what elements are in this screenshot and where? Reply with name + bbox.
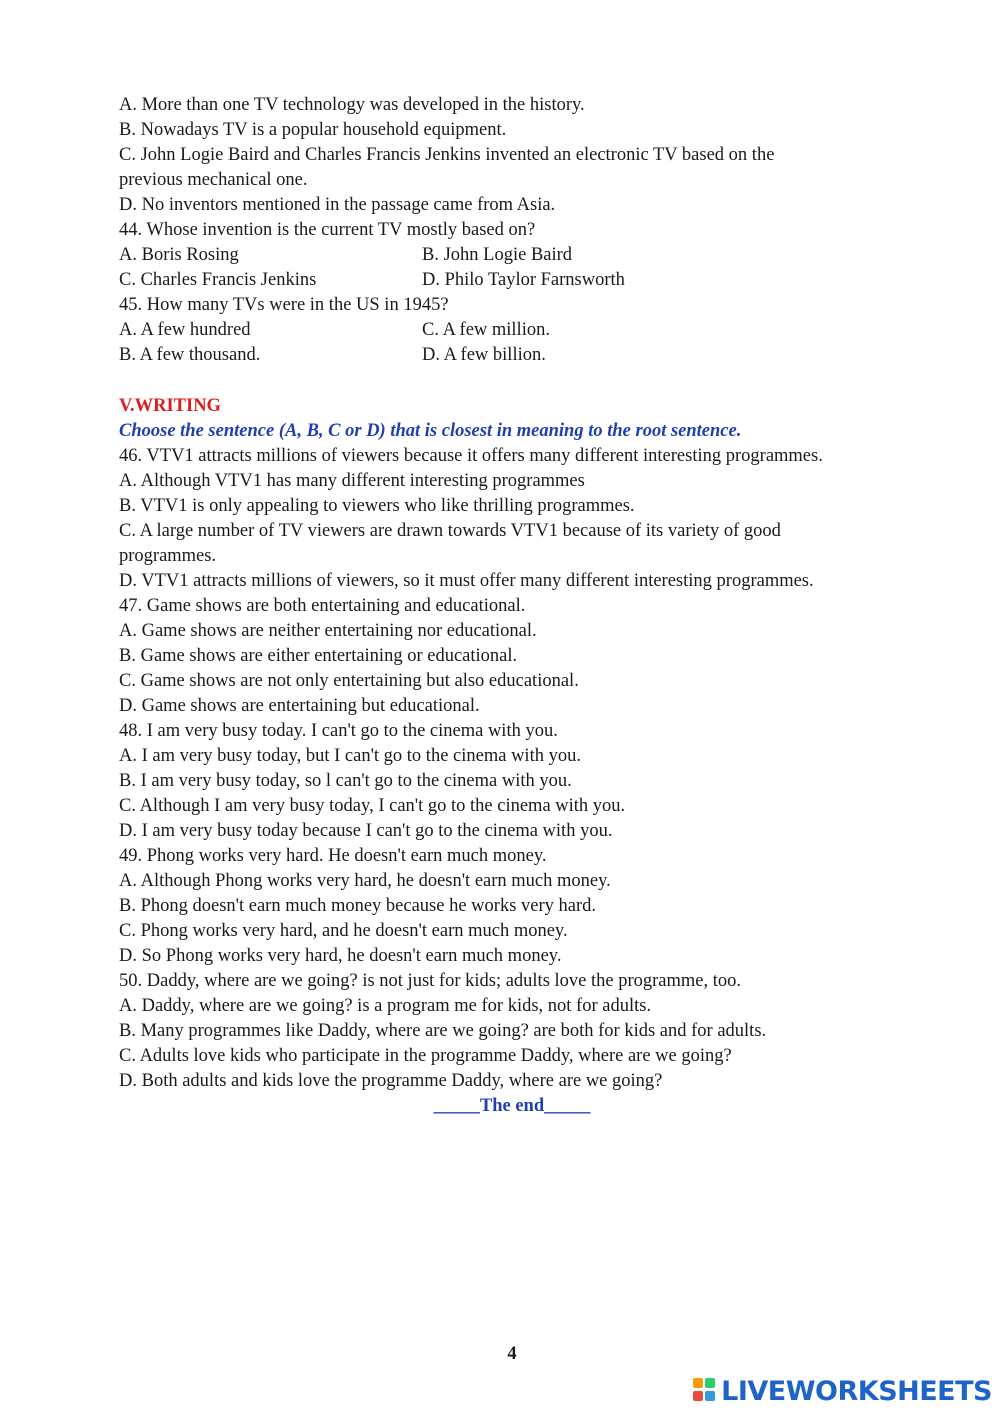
q45-option-c: C. A few million. (422, 320, 550, 340)
q50-option-d: D. Both adults and kids love the programme Daddy, where are we going? (119, 1071, 663, 1091)
q44-question: 44. Whose invention is the current TV mostly based on? (119, 220, 536, 240)
liveworksheets-branding[interactable] (693, 1374, 992, 1408)
liveworksheets-wordmark: LIVEWORKSHEETS (721, 1375, 992, 1407)
q46-option-a: A. Although VTV1 has many different interesting programmes (119, 471, 585, 491)
q46-question: 46. VTV1 attracts millions of viewers because it offers many different interesting programmes. (119, 446, 823, 466)
page-number: 4 (507, 1344, 517, 1364)
q44-option-c: C. Charles Francis Jenkins (119, 270, 317, 290)
q48-question: 48. I am very busy today. I can't go to the cinema with you. (119, 721, 558, 741)
q43-option-a: A. More than one TV technology was developed in the history. (119, 95, 585, 115)
q43-option-c-continued: previous mechanical one. (119, 170, 308, 190)
q48-option-c: C. Although I am very busy today, I can't go to the cinema with you. (119, 796, 626, 816)
q44-option-b: B. John Logie Baird (422, 245, 573, 265)
q45-option-b: B. A few thousand. (119, 345, 261, 365)
q43-option-c: C. John Logie Baird and Charles Francis Jenkins invented an electronic TV based on the (119, 145, 775, 165)
q49-option-b: B. Phong doesn't earn much money because he works very hard. (119, 896, 597, 916)
q48-option-d: D. I am very busy today because I can't go to the cinema with you. (119, 821, 613, 841)
q45-question: 45. How many TVs were in the US in 1945? (119, 295, 449, 315)
q49-option-a: A. Although Phong works very hard, he doesn't earn much money. (119, 871, 611, 891)
q45-option-d: D. A few billion. (422, 345, 546, 365)
q50-question: 50. Daddy, where are we going? is not just for kids; adults love the programme, too. (119, 971, 742, 991)
q47-question: 47. Game shows are both entertaining and educational. (119, 596, 526, 616)
q50-option-b: B. Many programmes like Daddy, where are we going? are both for kids and for adults. (119, 1021, 767, 1041)
q48-option-b: B. I am very busy today, so l can't go to the cinema with you. (119, 771, 572, 791)
q49-option-d: D. So Phong works very hard, he doesn't earn much money. (119, 946, 562, 966)
writing-instruction: Choose the sentence (A, B, C or D) that is closest in meaning to the root sentence. (119, 421, 742, 441)
q47-option-b: B. Game shows are either entertaining or educational. (119, 646, 518, 666)
q44-option-a: A. Boris Rosing (119, 245, 239, 265)
q46-option-c-continued: programmes. (119, 546, 217, 566)
q43-option-b: B. Nowadays TV is a popular household equipment. (119, 120, 507, 140)
q49-question: 49. Phong works very hard. He doesn't earn much money. (119, 846, 547, 866)
liveworksheets-logo-icon (693, 1378, 717, 1404)
q44-option-d: D. Philo Taylor Farnsworth (422, 270, 625, 290)
writing-heading: V.WRITING (119, 396, 221, 416)
q47-option-c: C. Game shows are not only entertaining but also educational. (119, 671, 579, 691)
q50-option-a: A. Daddy, where are we going? is a program me for kids, not for adults. (119, 996, 652, 1016)
q49-option-c: C. Phong works very hard, and he doesn't earn much money. (119, 921, 568, 941)
q50-option-c: C. Adults love kids who participate in the programme Daddy, where are we going? (119, 1046, 732, 1066)
q43-option-d: D. No inventors mentioned in the passage came from Asia. (119, 195, 556, 215)
q46-option-b: B. VTV1 is only appealing to viewers who like thrilling programmes. (119, 496, 635, 516)
q48-option-a: A. I am very busy today, but I can't go to the cinema with you. (119, 746, 581, 766)
q46-option-c: C. A large number of TV viewers are drawn towards VTV1 because of its variety of good (119, 521, 781, 541)
q45-option-a: A. A few hundred (119, 320, 251, 340)
q46-option-d: D. VTV1 attracts millions of viewers, so it must offer many different interesting programmes. (119, 571, 814, 591)
q47-option-d: D. Game shows are entertaining but educational. (119, 696, 480, 716)
the-end-marker: _____The end_____ (433, 1096, 591, 1116)
q47-option-a: A. Game shows are neither entertaining nor educational. (119, 621, 537, 641)
